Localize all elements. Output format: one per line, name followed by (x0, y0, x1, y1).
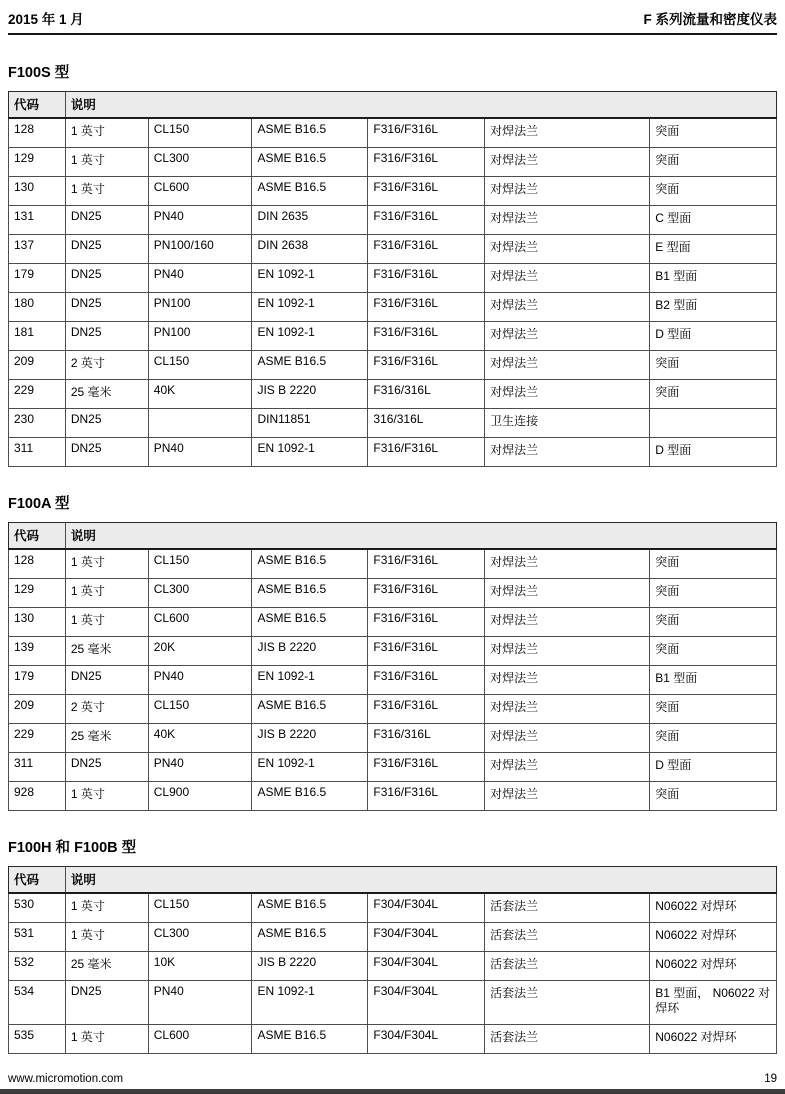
table-cell: ASME B16.5 (252, 923, 368, 952)
table-cell: D 型面 (650, 438, 777, 467)
table-header-row (9, 92, 777, 119)
table-cell: CL600 (148, 1025, 252, 1054)
table-cell: 对焊法兰 (485, 637, 650, 666)
table-cell: ASME B16.5 (252, 1025, 368, 1054)
table-cell: 128 (9, 118, 66, 148)
table-cell: 928 (9, 782, 66, 811)
table-cell: B1 型面， N06022 对焊环 (650, 981, 777, 1025)
table-cell: PN40 (148, 666, 252, 695)
table-cell: D 型面 (650, 322, 777, 351)
table-cell: F304/F304L (368, 952, 485, 981)
table-cell: DN25 (65, 409, 148, 438)
table-cell: 对焊法兰 (485, 549, 650, 579)
table-cell: 25 毫米 (65, 637, 148, 666)
table-cell: DIN11851 (252, 409, 368, 438)
page-header (8, 8, 777, 35)
table-row (9, 1025, 777, 1054)
table-cell: ASME B16.5 (252, 549, 368, 579)
table-cell (148, 409, 252, 438)
table-cell: F316/F316L (368, 118, 485, 148)
table-cell: ASME B16.5 (252, 695, 368, 724)
table-cell: 对焊法兰 (485, 235, 650, 264)
table-cell: 1 英寸 (65, 1025, 148, 1054)
table-cell: 突面 (650, 608, 777, 637)
table-cell: F316/F316L (368, 753, 485, 782)
table-cell: EN 1092-1 (252, 753, 368, 782)
table-cell: 1 英寸 (65, 579, 148, 608)
table-cell: 对焊法兰 (485, 579, 650, 608)
table-row (9, 981, 777, 1025)
table-cell: 突面 (650, 724, 777, 753)
table-cell: 25 毫米 (65, 952, 148, 981)
table-cell: 对焊法兰 (485, 118, 650, 148)
table-row (9, 148, 777, 177)
table-cell: 1 英寸 (65, 177, 148, 206)
table-cell: 532 (9, 952, 66, 981)
table-cell: DN25 (65, 235, 148, 264)
column-header-code: 代码 (9, 867, 66, 894)
table-row (9, 923, 777, 952)
table-cell: N06022 对焊环 (650, 923, 777, 952)
table-cell: JIS B 2220 (252, 380, 368, 409)
section-title: F100A 型 (8, 496, 70, 512)
table-cell: 181 (9, 322, 66, 351)
table-cell: 311 (9, 438, 66, 467)
table-row (9, 293, 777, 322)
footer-url[interactable]: www.micromotion.com (8, 1073, 124, 1085)
table-cell: DIN 2638 (252, 235, 368, 264)
table-cell: 对焊法兰 (485, 380, 650, 409)
table-cell: F316/F316L (368, 438, 485, 467)
table-cell: 180 (9, 293, 66, 322)
table-cell: D 型面 (650, 753, 777, 782)
table-cell: 对焊法兰 (485, 438, 650, 467)
column-header-description: 说明 (65, 523, 776, 550)
table-cell: 活套法兰 (485, 981, 650, 1025)
table-cell: DN25 (65, 666, 148, 695)
table-cell: PN40 (148, 438, 252, 467)
table-cell: 对焊法兰 (485, 293, 650, 322)
table-cell: CL150 (148, 893, 252, 923)
table-cell: 活套法兰 (485, 952, 650, 981)
table-cell: 突面 (650, 380, 777, 409)
table-cell: DN25 (65, 981, 148, 1025)
table-cell: 179 (9, 666, 66, 695)
table-cell: F304/F304L (368, 981, 485, 1025)
table-cell: CL900 (148, 782, 252, 811)
table-cell: PN100 (148, 293, 252, 322)
table-cell: F316/F316L (368, 351, 485, 380)
table-cell: 229 (9, 380, 66, 409)
table-row (9, 549, 777, 579)
table-cell: F316/F316L (368, 637, 485, 666)
table-cell: 突面 (650, 549, 777, 579)
table-cell: C 型面 (650, 206, 777, 235)
table-cell: 25 毫米 (65, 724, 148, 753)
table-cell (650, 409, 777, 438)
table-cell: 40K (148, 724, 252, 753)
table-row (9, 893, 777, 923)
section (8, 61, 777, 467)
column-header-code: 代码 (9, 523, 66, 550)
table-cell: DN25 (65, 206, 148, 235)
table-row (9, 724, 777, 753)
table-cell: ASME B16.5 (252, 579, 368, 608)
table-cell: F316/F316L (368, 608, 485, 637)
table-row (9, 351, 777, 380)
table-cell: DIN 2635 (252, 206, 368, 235)
table-cell: 对焊法兰 (485, 782, 650, 811)
footer-page-number: 19 (764, 1073, 777, 1085)
spec-table (8, 522, 777, 811)
table-cell: 对焊法兰 (485, 177, 650, 206)
table-cell: F316/F316L (368, 264, 485, 293)
table-cell: EN 1092-1 (252, 666, 368, 695)
table-cell: 对焊法兰 (485, 206, 650, 235)
table-row (9, 409, 777, 438)
table-cell: 卫生连接 (485, 409, 650, 438)
table-cell: B1 型面 (650, 666, 777, 695)
table-cell: 突面 (650, 695, 777, 724)
table-cell: N06022 对焊环 (650, 893, 777, 923)
table-cell: 130 (9, 177, 66, 206)
table-cell: PN40 (148, 206, 252, 235)
column-header-description: 说明 (65, 92, 776, 119)
table-cell: 1 英寸 (65, 923, 148, 952)
table-cell: PN40 (148, 264, 252, 293)
table-cell: 活套法兰 (485, 893, 650, 923)
header-doc-title: F 系列流量和密度仪表 (643, 12, 777, 27)
section-title: F100H 和 F100B 型 (8, 840, 137, 856)
table-row (9, 695, 777, 724)
table-cell: PN40 (148, 753, 252, 782)
table-cell: F316/F316L (368, 177, 485, 206)
table-cell: CL150 (148, 118, 252, 148)
table-cell: F316/F316L (368, 666, 485, 695)
table-row (9, 782, 777, 811)
table-row (9, 666, 777, 695)
section (8, 836, 777, 1054)
table-cell: F316/316L (368, 724, 485, 753)
column-header-description: 说明 (65, 867, 776, 894)
table-cell: F316/F316L (368, 235, 485, 264)
table-cell: 对焊法兰 (485, 322, 650, 351)
table-cell: ASME B16.5 (252, 893, 368, 923)
table-cell: 209 (9, 695, 66, 724)
table-row (9, 753, 777, 782)
table-cell: F316/F316L (368, 695, 485, 724)
table-cell: JIS B 2220 (252, 952, 368, 981)
table-cell: F304/F304L (368, 1025, 485, 1054)
table-row (9, 579, 777, 608)
table-cell: ASME B16.5 (252, 177, 368, 206)
table-row (9, 438, 777, 467)
table-row (9, 118, 777, 148)
table-cell: 对焊法兰 (485, 753, 650, 782)
table-cell: PN100/160 (148, 235, 252, 264)
table-cell: CL300 (148, 148, 252, 177)
table-cell: 20K (148, 637, 252, 666)
bottom-edge-bar (0, 1089, 785, 1094)
column-header-code: 代码 (9, 92, 66, 119)
table-cell: B1 型面 (650, 264, 777, 293)
table-cell: 316/316L (368, 409, 485, 438)
table-row (9, 608, 777, 637)
table-cell: 229 (9, 724, 66, 753)
table-cell: E 型面 (650, 235, 777, 264)
table-row (9, 206, 777, 235)
table-cell: 对焊法兰 (485, 351, 650, 380)
table-row (9, 322, 777, 351)
table-row (9, 952, 777, 981)
table-cell: DN25 (65, 293, 148, 322)
table-cell: 突面 (650, 148, 777, 177)
page-content (8, 61, 777, 1054)
table-cell: 突面 (650, 177, 777, 206)
table-cell: ASME B16.5 (252, 608, 368, 637)
table-cell: F304/F304L (368, 893, 485, 923)
table-cell: 对焊法兰 (485, 695, 650, 724)
table-cell: 对焊法兰 (485, 608, 650, 637)
table-cell: 25 毫米 (65, 380, 148, 409)
table-cell: 突面 (650, 637, 777, 666)
table-cell: CL300 (148, 923, 252, 952)
table-cell: 突面 (650, 579, 777, 608)
table-cell: 突面 (650, 351, 777, 380)
table-cell: 530 (9, 893, 66, 923)
table-cell: 129 (9, 148, 66, 177)
table-cell: B2 型面 (650, 293, 777, 322)
table-cell: CL600 (148, 177, 252, 206)
table-cell: PN40 (148, 981, 252, 1025)
table-cell: DN25 (65, 753, 148, 782)
table-cell: ASME B16.5 (252, 782, 368, 811)
table-cell: F316/F316L (368, 206, 485, 235)
table-cell: 131 (9, 206, 66, 235)
table-row (9, 637, 777, 666)
sections-root (8, 61, 777, 1054)
table-cell: DN25 (65, 438, 148, 467)
spec-table (8, 91, 777, 467)
table-cell: 130 (9, 608, 66, 637)
table-cell: EN 1092-1 (252, 322, 368, 351)
table-cell: EN 1092-1 (252, 293, 368, 322)
header-date: 2015 年 1 月 (8, 12, 84, 27)
table-cell: F304/F304L (368, 923, 485, 952)
table-cell: 40K (148, 380, 252, 409)
table-cell: JIS B 2220 (252, 724, 368, 753)
table-cell: 10K (148, 952, 252, 981)
table-cell: 对焊法兰 (485, 264, 650, 293)
table-cell: F316/F316L (368, 579, 485, 608)
page-footer (8, 1073, 777, 1085)
table-cell: 534 (9, 981, 66, 1025)
table-cell: 129 (9, 579, 66, 608)
table-cell: F316/F316L (368, 293, 485, 322)
table-cell: 对焊法兰 (485, 724, 650, 753)
table-cell: CL150 (148, 351, 252, 380)
table-cell: 1 英寸 (65, 893, 148, 923)
table-header-row (9, 867, 777, 894)
table-cell: EN 1092-1 (252, 438, 368, 467)
table-cell: CL300 (148, 579, 252, 608)
table-cell: 311 (9, 753, 66, 782)
table-cell: 突面 (650, 782, 777, 811)
table-cell: 209 (9, 351, 66, 380)
table-cell: CL600 (148, 608, 252, 637)
table-cell: N06022 对焊环 (650, 952, 777, 981)
table-cell: 139 (9, 637, 66, 666)
table-cell: 1 英寸 (65, 782, 148, 811)
section-title: F100S 型 (8, 65, 70, 81)
table-cell: 137 (9, 235, 66, 264)
table-cell: PN100 (148, 322, 252, 351)
table-cell: 535 (9, 1025, 66, 1054)
table-cell: F316/F316L (368, 148, 485, 177)
table-cell: 128 (9, 549, 66, 579)
table-cell: 活套法兰 (485, 1025, 650, 1054)
table-cell: F316/316L (368, 380, 485, 409)
table-cell: F316/F316L (368, 782, 485, 811)
section (8, 492, 777, 811)
table-cell: EN 1092-1 (252, 264, 368, 293)
table-row (9, 264, 777, 293)
table-cell: JIS B 2220 (252, 637, 368, 666)
table-cell: 179 (9, 264, 66, 293)
table-cell: F316/F316L (368, 322, 485, 351)
table-row (9, 177, 777, 206)
table-cell: EN 1092-1 (252, 981, 368, 1025)
table-cell: 2 英寸 (65, 351, 148, 380)
table-cell: CL150 (148, 695, 252, 724)
table-cell: 1 英寸 (65, 549, 148, 579)
table-header-row (9, 523, 777, 550)
spec-table (8, 866, 777, 1054)
table-row (9, 235, 777, 264)
table-cell: 活套法兰 (485, 923, 650, 952)
table-cell: N06022 对焊环 (650, 1025, 777, 1054)
table-cell: ASME B16.5 (252, 351, 368, 380)
table-cell: F316/F316L (368, 549, 485, 579)
table-cell: 对焊法兰 (485, 148, 650, 177)
table-cell: 1 英寸 (65, 118, 148, 148)
table-row (9, 380, 777, 409)
table-cell: 1 英寸 (65, 148, 148, 177)
table-cell: 2 英寸 (65, 695, 148, 724)
table-cell: 531 (9, 923, 66, 952)
table-cell: DN25 (65, 264, 148, 293)
table-cell: DN25 (65, 322, 148, 351)
table-cell: 230 (9, 409, 66, 438)
table-cell: 对焊法兰 (485, 666, 650, 695)
table-cell: ASME B16.5 (252, 118, 368, 148)
table-cell: ASME B16.5 (252, 148, 368, 177)
table-cell: 突面 (650, 118, 777, 148)
table-cell: CL150 (148, 549, 252, 579)
table-cell: 1 英寸 (65, 608, 148, 637)
